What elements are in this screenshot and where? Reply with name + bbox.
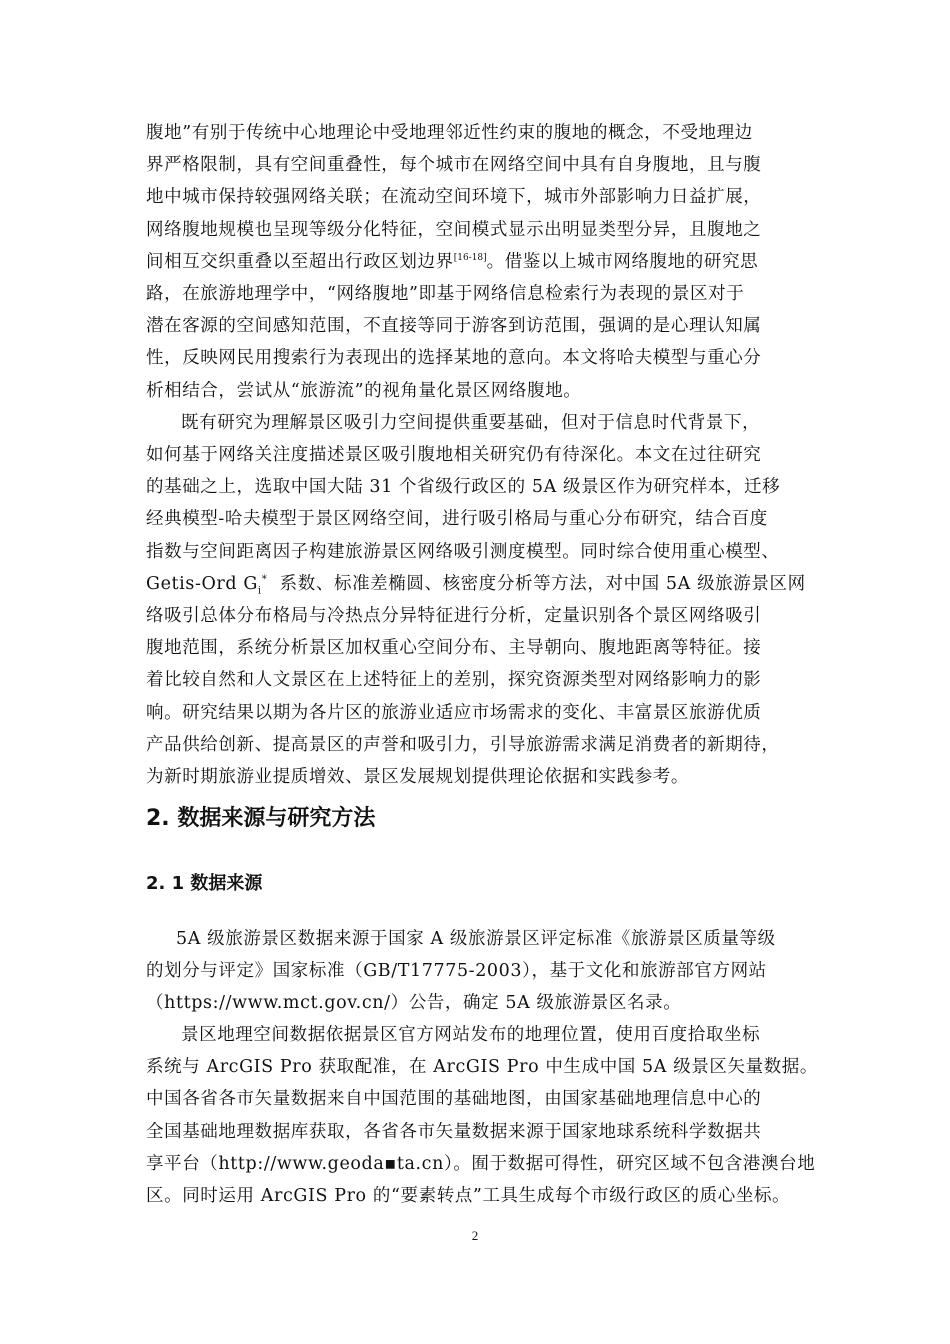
text-line: 络吸引总体分布格局与冷热点分异特征进行分析，定量识别各个景区网络吸引 (146, 606, 762, 627)
text-line: 腹地”有别于传统中心地理论中受地理邻近性约束的腹地的概念，不受地理边 (146, 123, 753, 143)
formula-gi-superscript: * (261, 574, 268, 586)
text-line: 着比较自然和人文景区在上述特征上的差别，探究资源类型对网络影响力的影 (146, 670, 762, 691)
subsection-heading: 2. 1 数据来源 (146, 873, 263, 894)
text-segment: 间相互交织重叠以至超出行政区划边界 (146, 251, 454, 272)
section-heading: 2. 数据来源与研究方法 (146, 806, 376, 831)
text-line: 5A 级旅游景区数据来源于国家 A 级旅游景区评定标准《旅游景区质量等级 (176, 929, 776, 949)
text-line: 性，反映网民用搜索行为表现出的选择某地的意向。本文将哈夫模型与重心分 (146, 348, 762, 369)
text-line: 响。研究结果以期为各片区的旅游业适应市场需求的变化、丰富景区旅游优质 (146, 702, 762, 723)
paragraph (146, 117, 828, 407)
text-line: 的划分与评定》国家标准（GB/T17775-2003），基于文化和旅游部官方网站 (146, 961, 767, 982)
text-line: 产品供给创新、提高景区的声誉和吸引力，引导旅游需求满足消费者的新期待， (146, 734, 780, 755)
text-segment: 系数、标准差椭圆、核密度分析等方法，对中国 5A 级旅游景区网 (279, 573, 806, 594)
text-line: 景区地理空间数据依据景区官方网站发布的地理位置，使用百度拾取坐标 (181, 1025, 761, 1045)
paragraph (146, 1019, 828, 1212)
page-number: 2 (471, 1228, 479, 1243)
formula-gi-prefix: Getis-Ord G (146, 573, 258, 594)
text-line: 为新时期旅游业提质增效、景区发展规划提供理论依据和实践参考。 (146, 767, 689, 788)
text-line: 潜在客源的空间感知范围，不直接等同于游客到访范围，强调的是心理认知属 (146, 316, 762, 337)
text-line: 网络腹地规模也呈现等级分化特征，空间模式显示出明显类型分异，且腹地之 (146, 219, 762, 240)
text-line: 指数与空间距离因子构建旅游景区网络吸引测度模型。同时综合使用重心模型、 (146, 541, 780, 562)
text-line: 如何基于网络关注度描述景区吸引腹地相关研究仍有待深化。本文在过往研究 (146, 445, 762, 466)
text-line: 中国各省各市矢量数据来自中国范围的基础地图，由国家基础地理信息中心的 (146, 1089, 762, 1110)
text-line: 享平台（http://www.geoda▪ta.cn）。囿于数据可得性，研究区域不包含港澳台地 (146, 1153, 816, 1174)
text-line: 腹地范围，系统分析景区加权重心空间分布、主导朝向、腹地距离等特征。接 (146, 638, 762, 659)
paragraph-intro-continued (146, 117, 828, 793)
text-line: 的基础之上，选取中国大陆 31 个省级行政区的 5A 级景区作为研究样本，迁移 (146, 477, 781, 498)
text-line: 经典模型-哈夫模型于景区网络空间，进行吸引格局与重心分布研究，结合百度 (146, 509, 768, 530)
paragraph-spatial-data (146, 1019, 828, 1212)
formula-gi-subscript: i (257, 585, 262, 597)
text-line: （https://www.mct.gov.cn/）公告，确定 5A 级旅游景区名录。 (146, 993, 682, 1014)
text-line (146, 246, 828, 278)
text-line: 全国基础地理数据库获取，各省各市矢量数据来源于国家地球系统科学数据共 (146, 1121, 762, 1142)
citation-ref: [16-18] (453, 252, 487, 263)
paragraph-data-source (146, 923, 828, 1020)
text-line: 界严格限制，具有空间重叠性，每个城市在网络空间中具有自身腹地，且与腹 (146, 155, 762, 176)
text-line: 既有研究为理解景区吸引力空间提供重要基础，但对于信息时代背景下， (181, 412, 761, 433)
text-line: 地中城市保持较强网络关联；在流动空间环境下，城市外部影响力日益扩展， (146, 187, 762, 208)
text-segment: 。借鉴以上城市网络腹地的研究思 (486, 251, 759, 272)
text-line: 区。同时运用 ArcGIS Pro 的“要素转点”工具生成每个市级行政区的质心坐标。 (146, 1186, 791, 1207)
text-line (146, 568, 828, 600)
text-line: 析相结合，尝试从“旅游流”的视角量化景区网络腹地。 (146, 380, 582, 401)
paragraph (146, 407, 828, 793)
paragraph (146, 923, 828, 1020)
text-line: 路，在旅游地理学中，“网络腹地”即基于网络信息检索行为表现的景区对于 (146, 284, 745, 305)
text-line: 系统与 ArcGIS Pro 获取配准，在 ArcGIS Pro 中生成中国 5A 级景区矢量数据。 (146, 1057, 818, 1078)
